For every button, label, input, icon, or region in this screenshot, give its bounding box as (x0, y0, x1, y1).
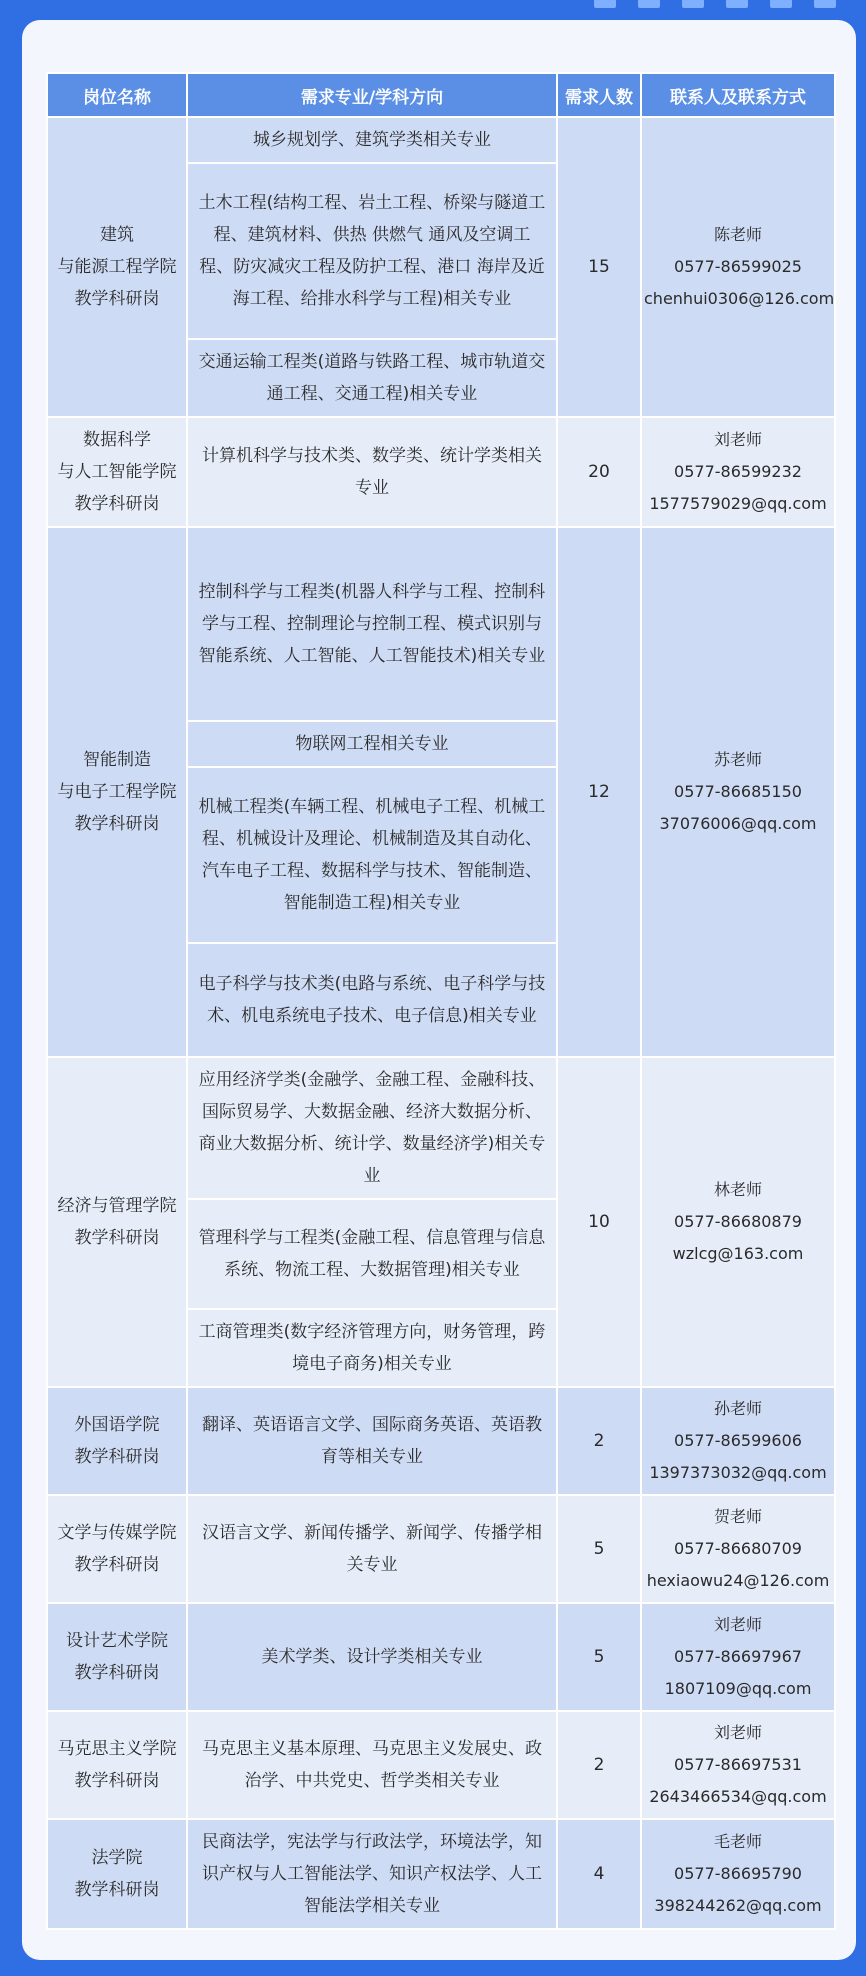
post-name-line: 经济与管理学院 (57, 1196, 177, 1216)
major-cell: 翻译、英语语言文学、国际商务英语、英语教育等相关专业 (187, 1387, 557, 1495)
recruitment-card (22, 20, 856, 1960)
post-name-line: 文学与传媒学院 (57, 1523, 177, 1543)
contact-phone: 0577-86695790 (674, 1864, 802, 1883)
major-cell: 应用经济学类(金融学、金融工程、金融科技、国际贸易学、大数据金融、经济大数据分析、商业大数据分析、统计学、数量经济学)相关专业 (187, 1057, 557, 1199)
table-row (47, 1819, 835, 1929)
post-name-line: 设计艺术学院 (66, 1631, 168, 1651)
post-name-cell (47, 1711, 187, 1819)
headcount-cell: 10 (557, 1057, 641, 1387)
major-cell: 民商法学，宪法学与行政法学，环境法学，知识产权与人工智能法学、知识产权法学、人工智能法学相关专业 (187, 1819, 557, 1929)
post-name-cell (47, 527, 187, 1057)
post-name-line: 智能制造 (83, 750, 151, 770)
contact-person: 刘老师 (713, 430, 762, 449)
contact-cell (641, 1819, 835, 1929)
contact-cell (641, 1057, 835, 1387)
contact-email: 1807109@qq.com (664, 1679, 812, 1698)
major-cell: 马克思主义基本原理、马克思主义发展史、政治学、中共党史、哲学类相关专业 (187, 1711, 557, 1819)
contact-person: 苏老师 (713, 750, 762, 769)
post-name-line: 教学科研岗 (74, 1880, 160, 1900)
contact-phone: 0577-86697967 (674, 1647, 802, 1666)
contact-cell (641, 527, 835, 1057)
contact-cell (641, 1603, 835, 1711)
post-name-line: 法学院 (91, 1848, 143, 1868)
contact-email: 1577579029@qq.com (649, 494, 827, 513)
headcount-cell: 5 (557, 1495, 641, 1603)
major-cell: 城乡规划学、建筑学类相关专业 (187, 117, 557, 163)
contact-cell (641, 1387, 835, 1495)
post-name-line: 教学科研岗 (74, 1228, 160, 1248)
post-name-line: 建筑 (100, 225, 134, 245)
header-count: 需求人数 (557, 73, 641, 117)
major-cell: 汉语言文学、新闻传播学、新闻学、传播学相关专业 (187, 1495, 557, 1603)
major-cell: 物联网工程相关专业 (187, 721, 557, 767)
table-row (47, 1711, 835, 1819)
headcount-cell: 20 (557, 417, 641, 527)
post-name-line: 马克思主义学院 (57, 1739, 177, 1759)
contact-phone: 0577-86599232 (674, 462, 802, 481)
post-name-cell (47, 117, 187, 417)
contact-person: 林老师 (713, 1180, 762, 1199)
post-name-line: 与电子工程学院 (57, 782, 177, 802)
contact-email: 398244262@qq.com (654, 1896, 822, 1915)
table-row (47, 417, 835, 527)
major-cell: 交通运输工程类(道路与铁路工程、城市轨道交通工程、交通工程)相关专业 (187, 339, 557, 417)
post-name-line: 与人工智能学院 (57, 462, 177, 482)
post-name-cell (47, 417, 187, 527)
headcount-cell: 15 (557, 117, 641, 417)
header-contact: 联系人及联系方式 (641, 73, 835, 117)
post-name-cell (47, 1057, 187, 1387)
post-name-line: 外国语学院 (74, 1415, 160, 1435)
contact-email: 1397373032@qq.com (649, 1463, 827, 1482)
contact-cell (641, 117, 835, 417)
headcount-cell: 12 (557, 527, 641, 1057)
contact-person: 陈老师 (713, 225, 762, 244)
table-row (47, 1495, 835, 1603)
header-major: 需求专业/学科方向 (187, 73, 557, 117)
table-row (47, 117, 835, 163)
major-cell: 计算机科学与技术类、数学类、统计学类相关专业 (187, 417, 557, 527)
post-name-line: 教学科研岗 (74, 494, 160, 514)
table-row (47, 1603, 835, 1711)
post-name-line: 教学科研岗 (74, 814, 160, 834)
contact-person: 孙老师 (713, 1399, 762, 1418)
major-cell: 电子科学与技术类(电路与系统、电子科学与技术、机电系统电子技术、电子信息)相关专业 (187, 943, 557, 1057)
headcount-cell: 5 (557, 1603, 641, 1711)
table-header-row (47, 73, 835, 117)
contact-phone: 0577-86685150 (674, 782, 802, 801)
contact-email: 37076006@qq.com (659, 814, 817, 833)
contact-person: 贺老师 (713, 1507, 762, 1526)
post-name-cell (47, 1387, 187, 1495)
headcount-cell: 4 (557, 1819, 641, 1929)
contact-phone: 0577-86599025 (674, 257, 802, 276)
major-cell: 土木工程(结构工程、岩土工程、桥梁与隧道工程、建筑材料、供热 供燃气 通风及空调工程、防灾减灾工程及防护工程、港口 海岸及近海工程、给排水科学与工程)相关专业 (187, 163, 557, 339)
post-name-cell (47, 1495, 187, 1603)
post-name-cell (47, 1603, 187, 1711)
contact-person: 毛老师 (713, 1832, 762, 1851)
contact-email: 2643466534@qq.com (649, 1787, 827, 1806)
contact-phone: 0577-86680709 (674, 1539, 802, 1558)
contact-cell (641, 1495, 835, 1603)
contact-email: hexiaowu24@126.com (646, 1571, 830, 1590)
contact-cell (641, 1711, 835, 1819)
post-name-line: 教学科研岗 (74, 289, 160, 309)
contact-phone: 0577-86599606 (674, 1431, 802, 1450)
contact-phone: 0577-86680879 (674, 1212, 802, 1231)
contact-person: 刘老师 (713, 1615, 762, 1634)
headcount-cell: 2 (557, 1387, 641, 1495)
contact-phone: 0577-86697531 (674, 1755, 802, 1774)
post-name-line: 数据科学 (83, 430, 151, 450)
contact-person: 刘老师 (713, 1723, 762, 1742)
recruitment-table (46, 72, 836, 1930)
major-cell: 机械工程类(车辆工程、机械电子工程、机械工程、机械设计及理论、机械制造及其自动化、汽车电子工程、数据科学与技术、智能制造、智能制造工程)相关专业 (187, 767, 557, 943)
major-cell: 美术学类、设计学类相关专业 (187, 1603, 557, 1711)
contact-email: wzlcg@163.com (672, 1244, 804, 1263)
header-decoration (594, 0, 836, 8)
header-post: 岗位名称 (47, 73, 187, 117)
post-name-line: 教学科研岗 (74, 1663, 160, 1683)
headcount-cell: 2 (557, 1711, 641, 1819)
table-row (47, 1057, 835, 1199)
major-cell: 控制科学与工程类(机器人科学与工程、控制科学与工程、控制理论与控制工程、模式识别与智能系统、人工智能、人工智能技术)相关专业 (187, 527, 557, 721)
major-cell: 工商管理类(数字经济管理方向，财务管理，跨境电子商务)相关专业 (187, 1309, 557, 1387)
post-name-line: 与能源工程学院 (57, 257, 177, 277)
contact-cell (641, 417, 835, 527)
post-name-line: 教学科研岗 (74, 1555, 160, 1575)
post-name-cell (47, 1819, 187, 1929)
post-name-line: 教学科研岗 (74, 1447, 160, 1467)
table-row (47, 527, 835, 721)
major-cell: 管理科学与工程类(金融工程、信息管理与信息系统、物流工程、大数据管理)相关专业 (187, 1199, 557, 1309)
contact-email: chenhui0306@126.com (644, 289, 835, 308)
post-name-line: 教学科研岗 (74, 1771, 160, 1791)
table-row (47, 1387, 835, 1495)
